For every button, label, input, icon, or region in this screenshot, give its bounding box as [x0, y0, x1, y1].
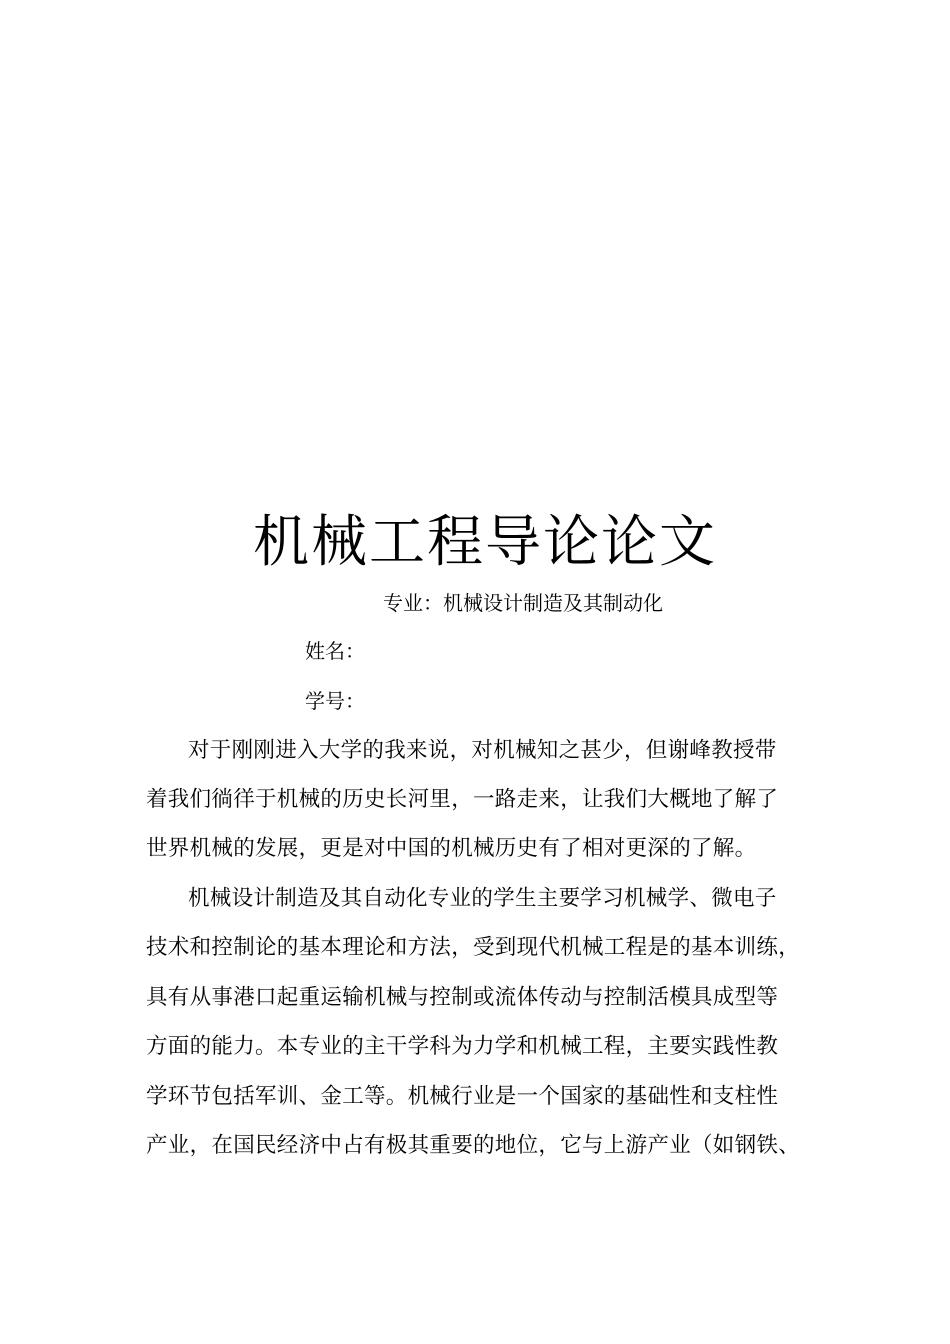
paragraph-1-line-3: 世界机械的发展，更是对中国的机械历史有了相对更深的了解。	[146, 836, 757, 861]
paragraph-1-line-1: 对于刚刚进入大学的我来说，对机械知之甚少，但谢峰教授带	[188, 738, 777, 763]
paragraph-2-line-3: 具有从事港口起重运输机械与控制或流体传动与控制活模具成型等	[146, 985, 779, 1010]
paragraph-1-line-2: 着我们徜徉于机械的历史长河里，一路走来，让我们大概地了解了	[146, 787, 779, 812]
paragraph-2-line-6: 产业，在国民经济中占有极其重要的地位，它与上游产业（如钢铁、	[146, 1133, 801, 1158]
paragraph-2-line-5: 学环节包括军训、金工等。机械行业是一个国家的基础性和支柱性	[146, 1084, 779, 1109]
paragraph-2-line-4: 方面的能力。本专业的主干学科为力学和机械工程，主要实践性教	[146, 1034, 779, 1059]
paragraph-2-line-1: 机械设计制造及其自动化专业的学生主要学习机械学、微电子	[188, 886, 777, 911]
student-id-label: 学号：	[305, 689, 365, 713]
paragraph-2-line-2: 技术和控制论的基本理论和方法，受到现代机械工程是的基本训练，	[146, 935, 801, 960]
major-line: 专业：机械设计制造及其制动化	[383, 591, 663, 615]
document-title: 机械工程导论论文	[253, 510, 717, 575]
name-label: 姓名：	[305, 639, 365, 663]
